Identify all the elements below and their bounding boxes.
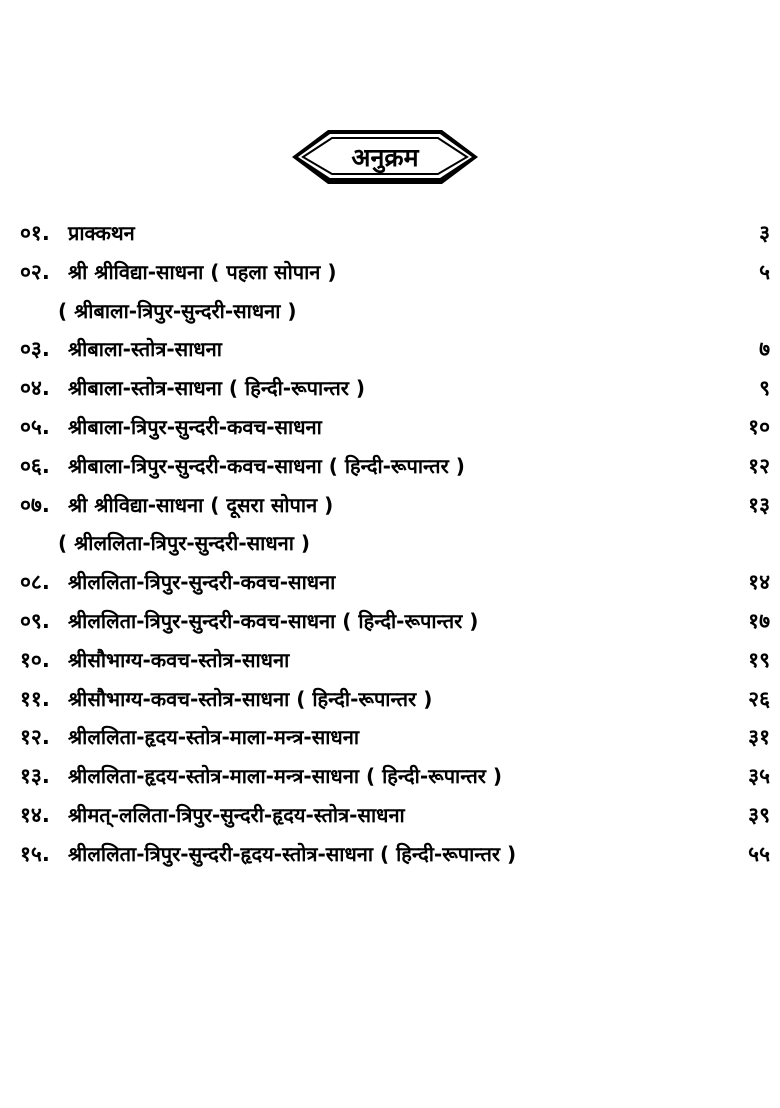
toc-entry [0,760,780,799]
entry-page-number: १० [748,415,770,439]
entry-title: श्रीबाला-त्रिपुर-सुन्दरी-कवच-साधना [68,415,322,439]
entry-page-number: १३ [748,492,770,517]
entry-number: १२. [20,725,50,750]
entry-number: ११. [20,686,50,711]
toc-entry [0,450,780,489]
toc-entry [0,489,780,567]
entry-number: १५. [20,841,50,866]
toc-entry [0,566,780,605]
page-title: अनुक्रम [351,142,419,172]
entry-title: श्री श्रीविद्या-साधना ( पहला सोपान ) [68,259,337,284]
toc-entry [0,333,780,372]
entry-title: श्रीबाला-स्तोत्र-साधना ( हिन्दी-रूपान्तर ) [68,376,366,401]
entry-title: श्रीललिता-त्रिपुर-सुन्दरी-कवच-साधना ( हिन्दी-रूपान्तर ) [68,609,479,633]
entry-page-number: ३९ [748,803,770,827]
toc-entry [0,683,780,722]
entry-page-number: ५ [759,259,770,284]
entry-page-number: ५५ [748,841,770,866]
entry-number: ०७. [20,492,50,517]
entry-title: श्रीसौभाग्य-कवच-स्तोत्र-साधना [68,647,290,672]
entry-title: श्रीमत्-ललिता-त्रिपुर-सुन्दरी-हृदय-स्तोत्र-साधना [68,803,405,827]
toc-entry [0,799,780,838]
entry-title: श्रीललिता-त्रिपुर-सुन्दरी-कवच-साधना [68,570,336,595]
entry-subtitle: ( श्रीबाला-त्रिपुर-सुन्दरी-साधना ) [58,298,297,323]
toc-entry [0,256,780,334]
entry-title: प्राक्कथन [68,221,135,245]
entry-page-number: १७ [748,609,770,633]
entry-page-number: ७ [759,337,770,362]
entry-number: ०२. [20,259,50,284]
entry-page-number: ३५ [748,764,770,789]
toc-entry [0,217,780,256]
entry-title: श्री श्रीविद्या-साधना ( दूसरा सोपान ) [68,492,334,517]
entry-number: ०४. [20,376,50,401]
entry-page-number: २६ [748,686,770,711]
entry-page-number: ९ [759,376,770,401]
entry-page-number: १२ [748,453,770,478]
entry-number: ०३. [20,337,50,362]
toc-entry [0,411,780,450]
entry-number: १०. [20,647,50,672]
toc-entry [0,644,780,683]
entry-title: श्रीललिता-हृदय-स्तोत्र-माला-मन्त्र-साधना [68,725,360,750]
toc-entry [0,605,780,644]
toc-entry [0,372,780,411]
entry-number: ०१. [20,221,50,245]
entry-title: श्रीललिता-हृदय-स्तोत्र-माला-मन्त्र-साधना ( हिन्दी-रूपान्तर ) [68,764,503,789]
entry-page-number: ३ [759,221,770,245]
entry-page-number: ३१ [748,725,770,750]
entry-number: ०५. [20,415,50,439]
toc-entry [0,838,780,877]
entry-number: ०६. [20,453,50,478]
entry-page-number: १४ [748,570,770,595]
entry-title: श्रीबाला-स्तोत्र-साधना [68,337,222,362]
entry-title: श्रीललिता-त्रिपुर-सुन्दरी-हृदय-स्तोत्र-साधना ( हिन्दी-रूपान्तर ) [68,841,517,866]
entry-number: १४. [20,803,50,827]
entry-page-number: १९ [748,647,770,672]
entry-number: ०८. [20,570,50,595]
entry-title: श्रीसौभाग्य-कवच-स्तोत्र-साधना ( हिन्दी-रूपान्तर ) [68,686,433,711]
entry-title: श्रीबाला-त्रिपुर-सुन्दरी-कवच-साधना ( हिन्दी-रूपान्तर ) [68,453,465,478]
entry-subtitle: ( श्रीललिता-त्रिपुर-सुन्दरी-साधना ) [58,531,311,556]
entry-number: ०९. [20,609,50,633]
toc-entry [0,721,780,760]
entry-number: १३. [20,764,50,789]
